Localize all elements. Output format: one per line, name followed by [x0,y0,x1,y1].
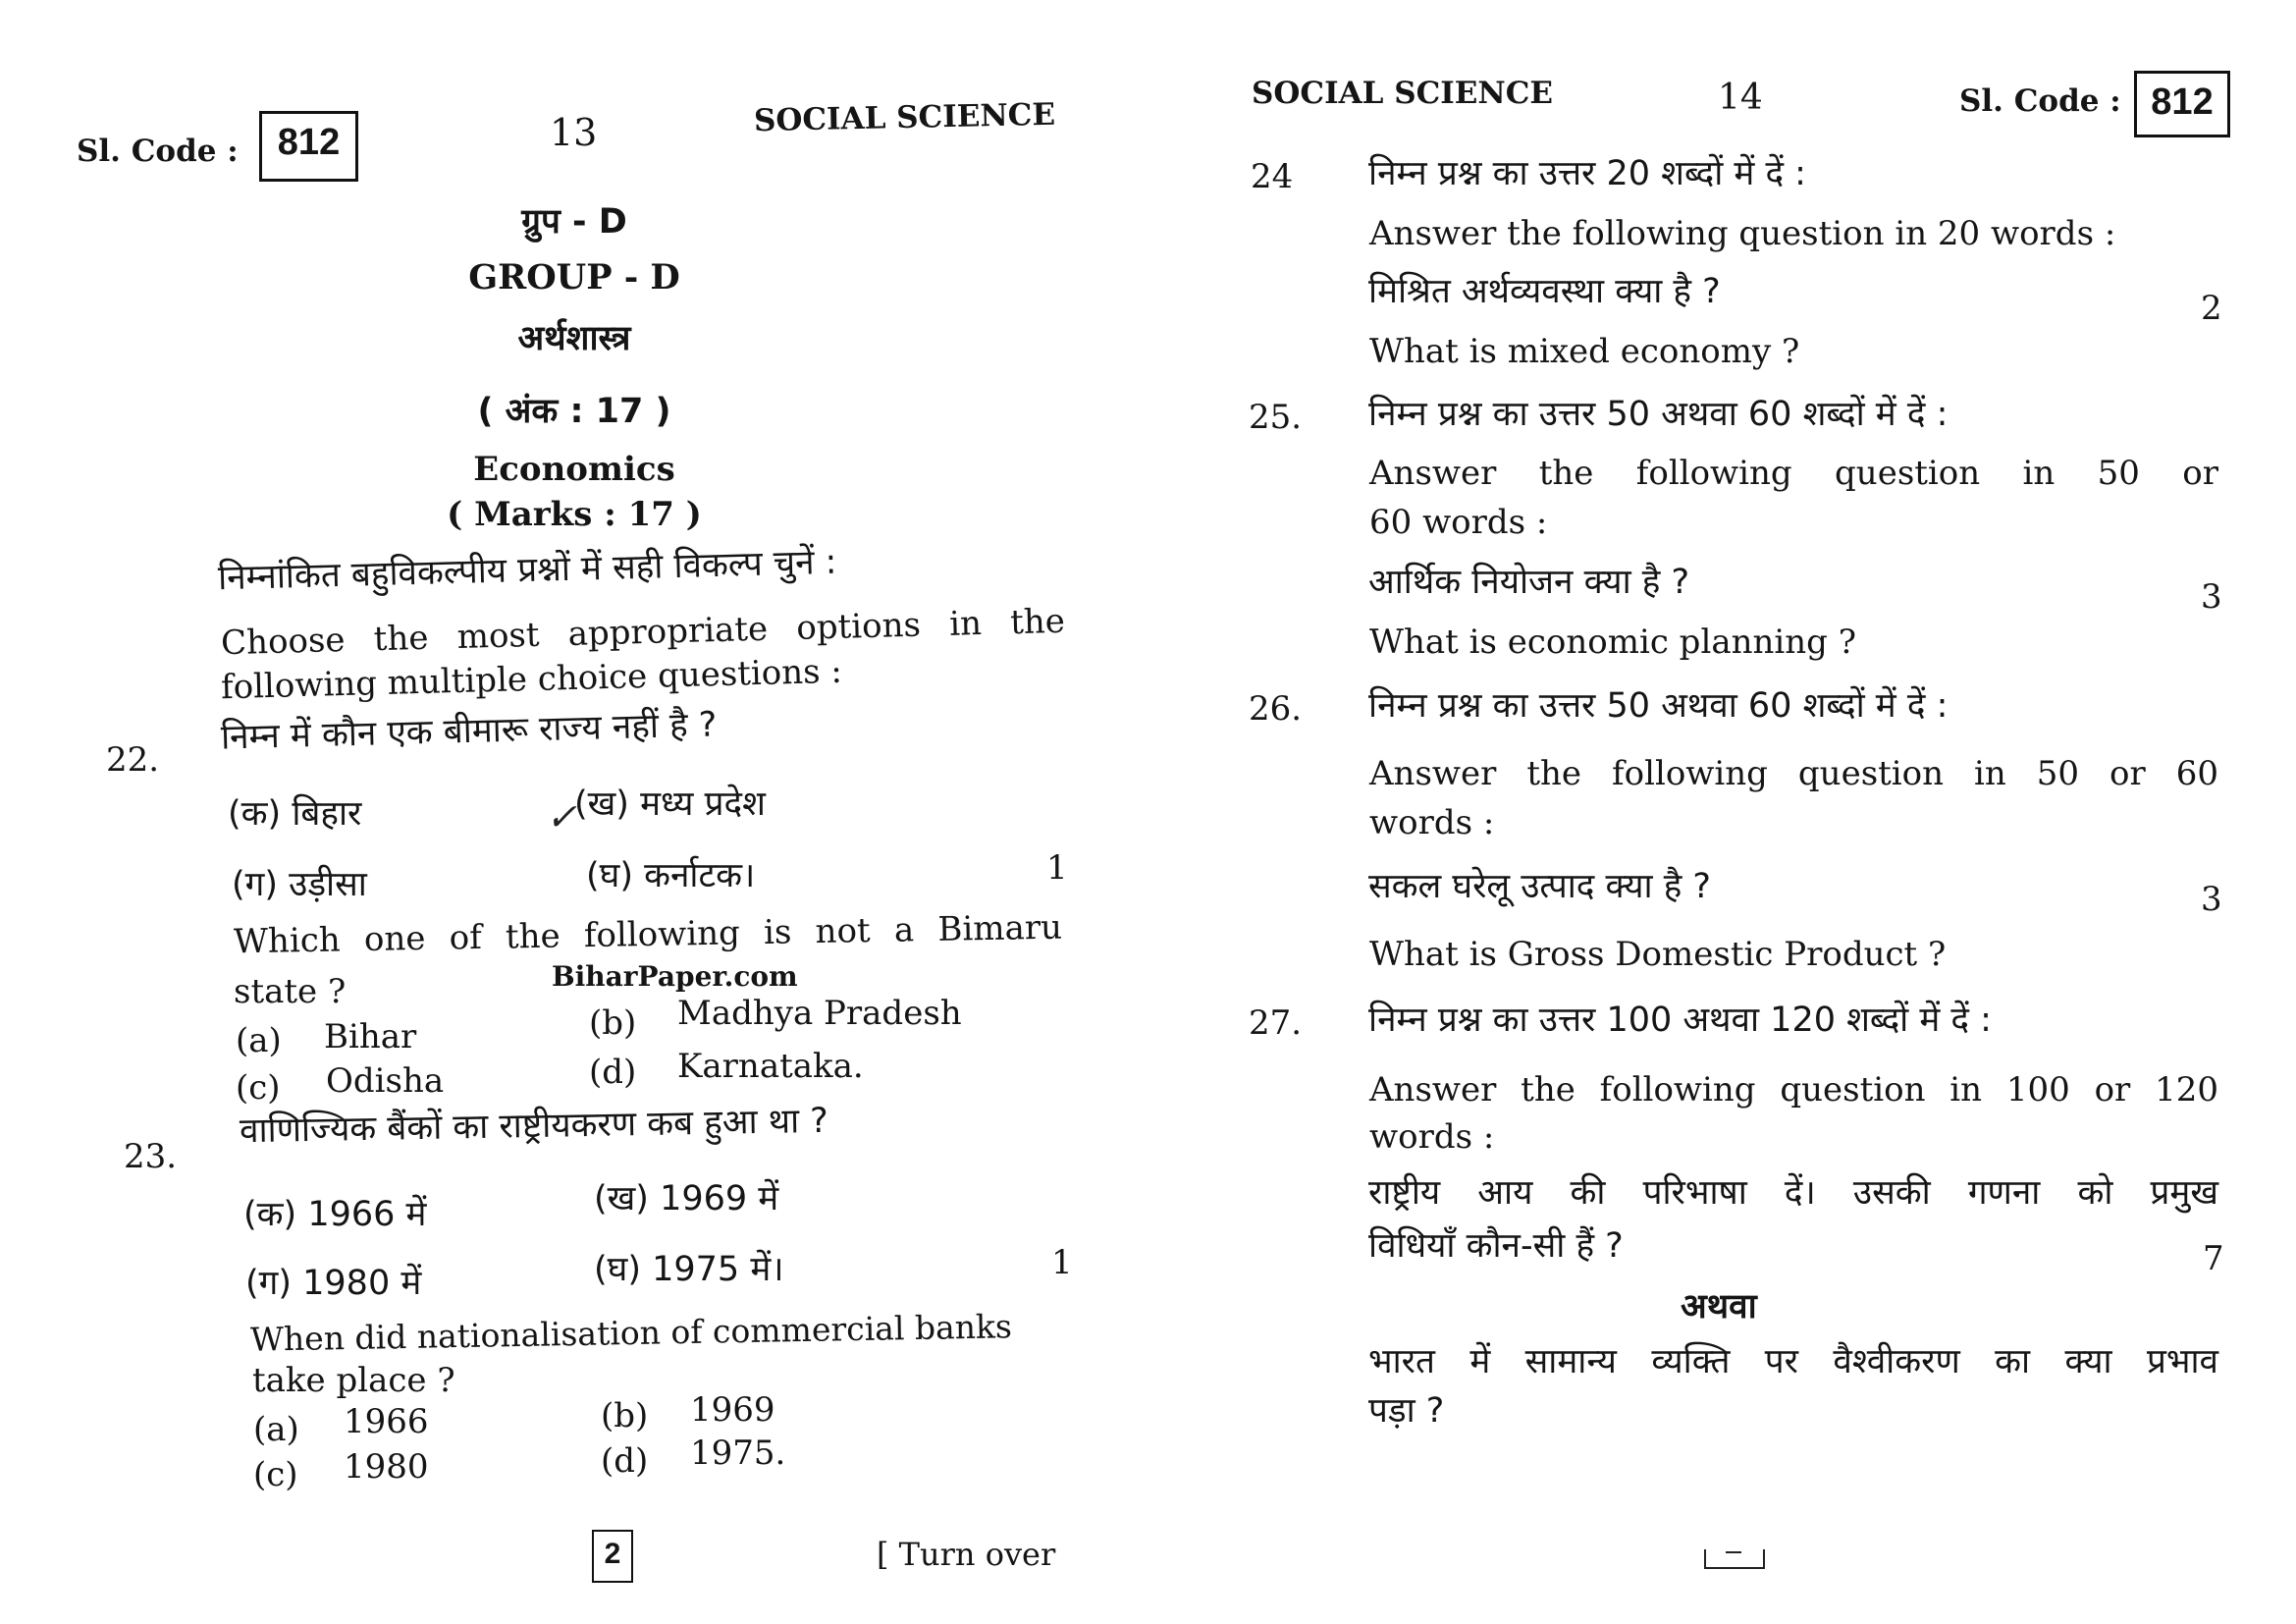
question-number: 27. [1249,1003,1303,1043]
sl-code-box: 812 [2134,71,2230,137]
marks-hi: ( अंक : 17 ) [477,392,671,431]
instruction-en-line2: words : [1369,803,1495,842]
question-text-hi: मिश्रित अर्थव्यवस्था क्या है ? [1368,272,1721,311]
question-text-en-line2: state ? [234,972,347,1011]
instruction-en-line2: 60 words : [1369,503,1548,542]
sl-code-label: Sl. Code : [1959,83,2121,119]
group-title-hi: ग्रुप - D [521,202,627,242]
instruction-hi: निम्नांकित बहुविकल्पीय प्रश्नों में सही विकल्प चुनें : [217,542,837,599]
option-en-text: Odisha [326,1061,445,1101]
question-text-en: What is mixed economy ? [1369,332,1800,371]
option-hi: (क) 1966 में [243,1195,427,1234]
question-text-hi: आर्थिक नियोजन क्या है ? [1368,563,1690,602]
option-en-text: 1969 [690,1390,775,1430]
option-en-text: 1980 [344,1447,429,1487]
option-en-text: 1966 [344,1402,429,1441]
question-number: 26. [1249,689,1303,729]
instruction-hi: निम्न प्रश्न का उत्तर 50 अथवा 60 शब्दों में दें : [1368,395,1949,434]
instruction-en-line1: Answer the following question in 50 or [1369,454,2218,493]
question-number: 22. [106,740,160,780]
option-hi: (घ) 1975 में। [594,1250,784,1289]
question-text-en: What is Gross Domestic Product ? [1369,935,1947,974]
instruction-en-line1: Answer the following question in 100 or 120 [1369,1070,2218,1110]
page-number: 14 [1718,78,1763,118]
option-hi: (ग) 1980 में [245,1264,422,1303]
question-text-hi-line2: विधियाँ कौन-सी हैं ? [1368,1226,1624,1266]
group-title-en: GROUP - D [468,257,680,298]
question-text-hi: निम्न में कौन एक बीमारू राज्य नहीं है ? [220,705,718,758]
alternative-question-hi-line2: पड़ा ? [1368,1391,1445,1431]
instruction-hi: निम्न प्रश्न का उत्तर 20 शब्दों में दें : [1368,154,1806,193]
question-marks: 3 [2201,880,2222,919]
marks-en: ( Marks : 17 ) [447,495,702,534]
question-number: 23. [124,1137,178,1176]
instruction-en-line1: Choose the most appropriate options in the [220,601,1066,664]
option-en-label: (b) [589,1003,637,1043]
option-en-label: (a) [236,1021,282,1060]
question-marks: 1 [1051,1243,1073,1282]
footer-page-number: 2 [592,1530,633,1583]
turn-over-text: [ Turn over [877,1536,1056,1573]
option-hi: (ख) मध्य प्रदेश [574,785,766,824]
question-text-en-line1: When did nationalisation of commercial banks [249,1307,1013,1359]
watermark-text: BiharPaper.com [552,960,798,993]
page-number: 13 [550,111,598,154]
question-text-en-line2: take place ? [252,1361,455,1400]
or-label: अथवा [1681,1287,1757,1326]
option-en-text: 1975. [690,1434,786,1473]
option-en-label: (d) [601,1441,649,1481]
option-en-label: (b) [601,1396,649,1435]
question-text-en: What is economic planning ? [1369,623,1856,662]
subject-header: SOCIAL SCIENCE [753,96,1056,139]
option-en-label: (a) [253,1410,299,1449]
option-hi: (ख) 1969 में [594,1179,779,1218]
option-hi: (ग) उड़ीसा [232,865,367,904]
instruction-hi: निम्न प्रश्न का उत्तर 100 अथवा 120 शब्दों में दें : [1368,1001,1992,1040]
instruction-hi: निम्न प्रश्न का उत्तर 50 अथवा 60 शब्दों में दें : [1368,686,1949,726]
option-hi: (घ) कर्नाटक। [586,856,756,895]
option-en-text: Karnataka. [677,1047,864,1086]
question-text-hi: सकल घरेलू उत्पाद क्या है ? [1368,867,1711,906]
sl-code-box: 812 [259,111,358,182]
section-title-en: Economics [473,450,675,489]
question-marks: 3 [2201,577,2222,617]
question-number: 24 [1251,157,1294,196]
question-text-hi-line1: राष्ट्रीय आय की परिभाषा दें। उसकी गणना को प्रमुख [1368,1173,2218,1213]
option-en-label: (c) [236,1068,281,1108]
question-text-hi: वाणिज्यिक बैंकों का राष्ट्रीयकरण कब हुआ था ? [239,1101,829,1152]
subject-header: SOCIAL SCIENCE [1252,76,1554,111]
instruction-en-line1: Answer the following question in 50 or 60 [1369,754,2218,793]
question-marks: 7 [2203,1239,2224,1278]
option-en-label: (d) [589,1053,637,1092]
option-hi: (क) बिहार [228,794,362,834]
question-text-en-line1: Which one of the following is not a Bimaru [233,907,1063,962]
footer-mark-icon [1704,1549,1765,1569]
question-marks: 1 [1046,848,1068,888]
question-number: 25. [1249,398,1303,437]
section-title-hi: अर्थशास्त्र [517,319,631,358]
sl-code-label: Sl. Code : [77,134,239,169]
tick-mark-icon: ✓ [546,795,577,839]
option-en-text: Bihar [324,1017,417,1056]
option-en-text: Madhya Pradesh [677,994,962,1033]
instruction-en-line2: following multiple choice questions : [220,651,843,708]
alternative-question-hi-line1: भारत में सामान्य व्यक्ति पर वैश्वीकरण का क्या प्रभाव [1368,1342,2218,1381]
instruction-en: Answer the following question in 20 words : [1369,214,2116,253]
instruction-en-line2: words : [1369,1117,1495,1157]
option-en-label: (c) [253,1455,298,1494]
question-marks: 2 [2201,289,2222,328]
